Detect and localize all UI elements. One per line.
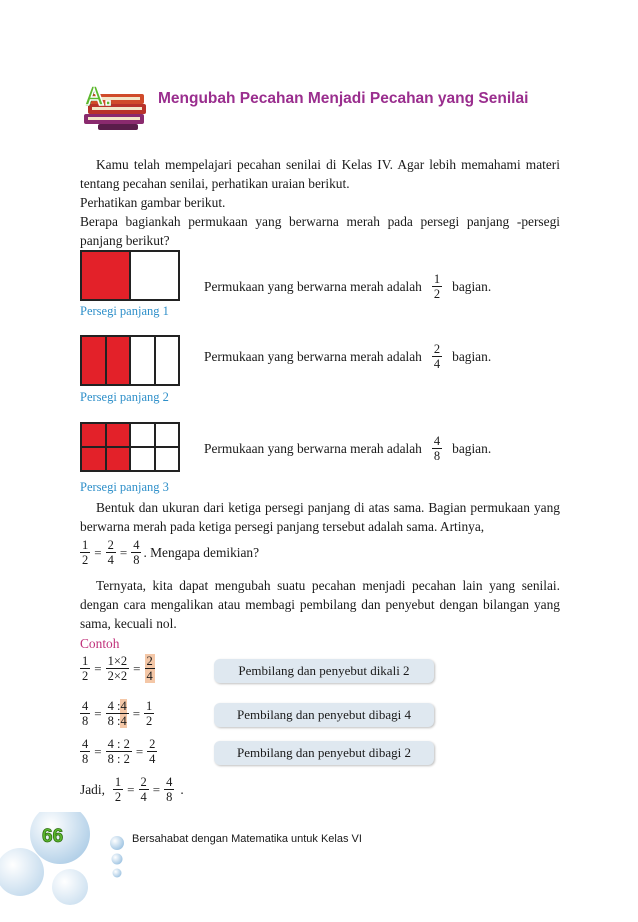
statement-text: Permukaan yang berwarna merah adalah: [204, 278, 422, 294]
fraction: [144, 699, 154, 728]
numerator: 2: [146, 654, 153, 668]
denominator: 8: [82, 714, 89, 728]
highlighted-divisor: 4: [120, 699, 127, 713]
denominator: 8: [133, 553, 140, 567]
denominator: 2×2: [107, 669, 128, 683]
equals-sign: =: [94, 705, 102, 721]
section-title: Mengubah Pecahan Menjadi Pecahan yang Senilai: [158, 90, 529, 107]
fraction: [80, 737, 90, 766]
fraction: [164, 775, 174, 804]
highlighted-divisor: 4: [120, 714, 127, 728]
numerator: 2: [107, 538, 114, 552]
statement-suffix: bagian.: [452, 348, 492, 364]
denominator: 4: [107, 553, 114, 567]
rectangle-1-statement: [204, 272, 491, 301]
fraction: [432, 272, 442, 301]
intro-paragraph: Kamu telah mempelajari pecahan senilai di Kelas IV. Agar lebih memahami materi tentang pecahan senilai, perhatikan uraian berikut.: [80, 157, 560, 191]
section-badge: [78, 74, 150, 132]
equals-sign: =: [133, 660, 141, 676]
numerator: 4: [82, 737, 89, 751]
equals-sign: =: [127, 781, 135, 797]
rect3-cell-white: [130, 423, 155, 447]
example-1-equation: [80, 654, 155, 683]
rectangle-2-caption: Persegi panjang 2: [80, 390, 169, 404]
numerator: 1: [82, 538, 89, 552]
denominator: 8: [82, 752, 89, 766]
equals-sign: =: [94, 660, 102, 676]
conclusion-label: Jadi,: [80, 781, 105, 797]
rect2-cell-red: [106, 336, 131, 385]
fraction: [147, 737, 157, 766]
example-label: Contoh: [80, 636, 120, 651]
conclusion-suffix: .: [180, 781, 184, 797]
footer-bubbles: [0, 812, 140, 917]
example-1-note: Pembilang dan penyebut dikali 2: [214, 659, 434, 683]
numerator: 4: [166, 775, 173, 789]
fraction: [106, 699, 129, 728]
equals-sign: =: [94, 743, 102, 759]
conclusion-equation: [80, 775, 184, 804]
denominator: 2: [82, 669, 89, 683]
fraction: [106, 538, 116, 567]
rect3-cell-red: [106, 447, 131, 471]
rectangle-2-statement: [204, 342, 491, 371]
rectangle-2: [80, 335, 180, 386]
rect2-cell-white: [155, 336, 180, 385]
denominator: [106, 713, 129, 728]
rect3-cell-red: [81, 423, 106, 447]
intro-question: Berapa bagiankah permukaan yang berwarna merah pada persegi panjang -persegi panjang berikut?: [80, 214, 560, 248]
fraction: [139, 775, 149, 804]
fraction: [80, 538, 90, 567]
rectangle-3: [80, 422, 180, 472]
rect2-cell-white: [130, 336, 155, 385]
denominator-part: 8 :: [107, 714, 121, 728]
fraction: [432, 434, 442, 463]
denominator: 8: [166, 790, 173, 804]
fraction: [131, 538, 141, 567]
denominator: 2: [146, 714, 153, 728]
equals-sign: =: [152, 781, 161, 797]
equals-sign: =: [94, 544, 102, 560]
rect3-cell-white: [155, 423, 180, 447]
numerator: 1: [114, 775, 122, 789]
denominator: 2: [433, 287, 441, 301]
denominator: 4: [140, 790, 147, 804]
highlighted-fraction: [145, 654, 155, 683]
denominator: 4: [433, 357, 441, 371]
example-3-note: Pembilang dan penyebut dibagi 2: [214, 741, 434, 765]
denominator: 2: [114, 790, 122, 804]
explanation-paragraph-2: Ternyata, kita dapat mengubah suatu pecahan menjadi pecahan lain yang senilai. dengan cara mengalikan atau membagi pembilang dan penyebut dengan bilangan yang sama, kecuali nol.: [80, 578, 560, 631]
equals-sign: =: [135, 743, 144, 759]
rect1-cell-red: [81, 251, 130, 300]
rect1-cell-white: [130, 251, 179, 300]
page-number: 66: [42, 826, 64, 847]
numerator: 1: [433, 272, 441, 286]
numerator: 1×2: [107, 654, 128, 668]
fraction: [80, 654, 90, 683]
equation-suffix: . Mengapa demikian?: [143, 544, 260, 560]
fraction: [113, 775, 123, 804]
rect2-cell-red: [81, 336, 106, 385]
rectangle-3-statement: [204, 434, 491, 463]
denominator: 8 : 2: [107, 752, 130, 766]
intro-instruction: Perhatikan gambar berikut.: [80, 195, 226, 210]
rect3-cell-white: [130, 447, 155, 471]
statement-text: Permukaan yang berwarna merah adalah: [204, 348, 422, 364]
numerator: 2: [433, 342, 441, 356]
denominator: 2: [82, 553, 89, 567]
fraction: [106, 654, 130, 683]
numerator: 4: [82, 699, 89, 713]
statement-suffix: bagian.: [452, 278, 492, 294]
explanation-paragraph: Bentuk dan ukuran dari ketiga persegi panjang di atas sama. Bagian permukaan yang berwarna merah pada ketiga persegi panjang tersebut adalah sama. Artinya,: [80, 500, 560, 534]
numerator: 2: [149, 737, 156, 751]
numerator-part: 4 :: [107, 699, 121, 713]
denominator: 4: [146, 669, 153, 683]
numerator: 1: [146, 699, 153, 713]
bubble-decoration-icon: [0, 812, 140, 917]
equivalence-equation: [80, 538, 259, 567]
numerator: 2: [140, 775, 147, 789]
numerator: 4 : 2: [107, 737, 130, 751]
statement-text: Permukaan yang berwarna merah adalah: [204, 440, 422, 456]
rectangle-3-caption: Persegi panjang 3: [80, 480, 169, 494]
statement-suffix: bagian.: [452, 440, 492, 456]
rectangle-1: [80, 250, 180, 301]
rect3-cell-red: [81, 447, 106, 471]
denominator: 4: [149, 752, 156, 766]
rect3-cell-red: [106, 423, 131, 447]
example-3-equation: [80, 737, 157, 766]
section-letter: A.: [84, 80, 112, 111]
fraction: [106, 737, 132, 766]
numerator: 1: [82, 654, 89, 668]
numerator: 4: [433, 434, 441, 448]
equals-sign: =: [132, 705, 141, 721]
fraction: [432, 342, 442, 371]
rectangle-1-caption: Persegi panjang 1: [80, 304, 169, 318]
numerator: [106, 699, 129, 713]
numerator: 4: [133, 538, 140, 552]
denominator: 8: [433, 449, 441, 463]
equals-sign: =: [119, 544, 128, 560]
example-2-equation: [80, 699, 154, 728]
example-2-note: Pembilang dan penyebut dibagi 4: [214, 703, 434, 727]
book-title: Bersahabat dengan Matematika untuk Kelas VI: [132, 833, 362, 845]
fraction: [80, 699, 90, 728]
rect3-cell-white: [155, 447, 180, 471]
